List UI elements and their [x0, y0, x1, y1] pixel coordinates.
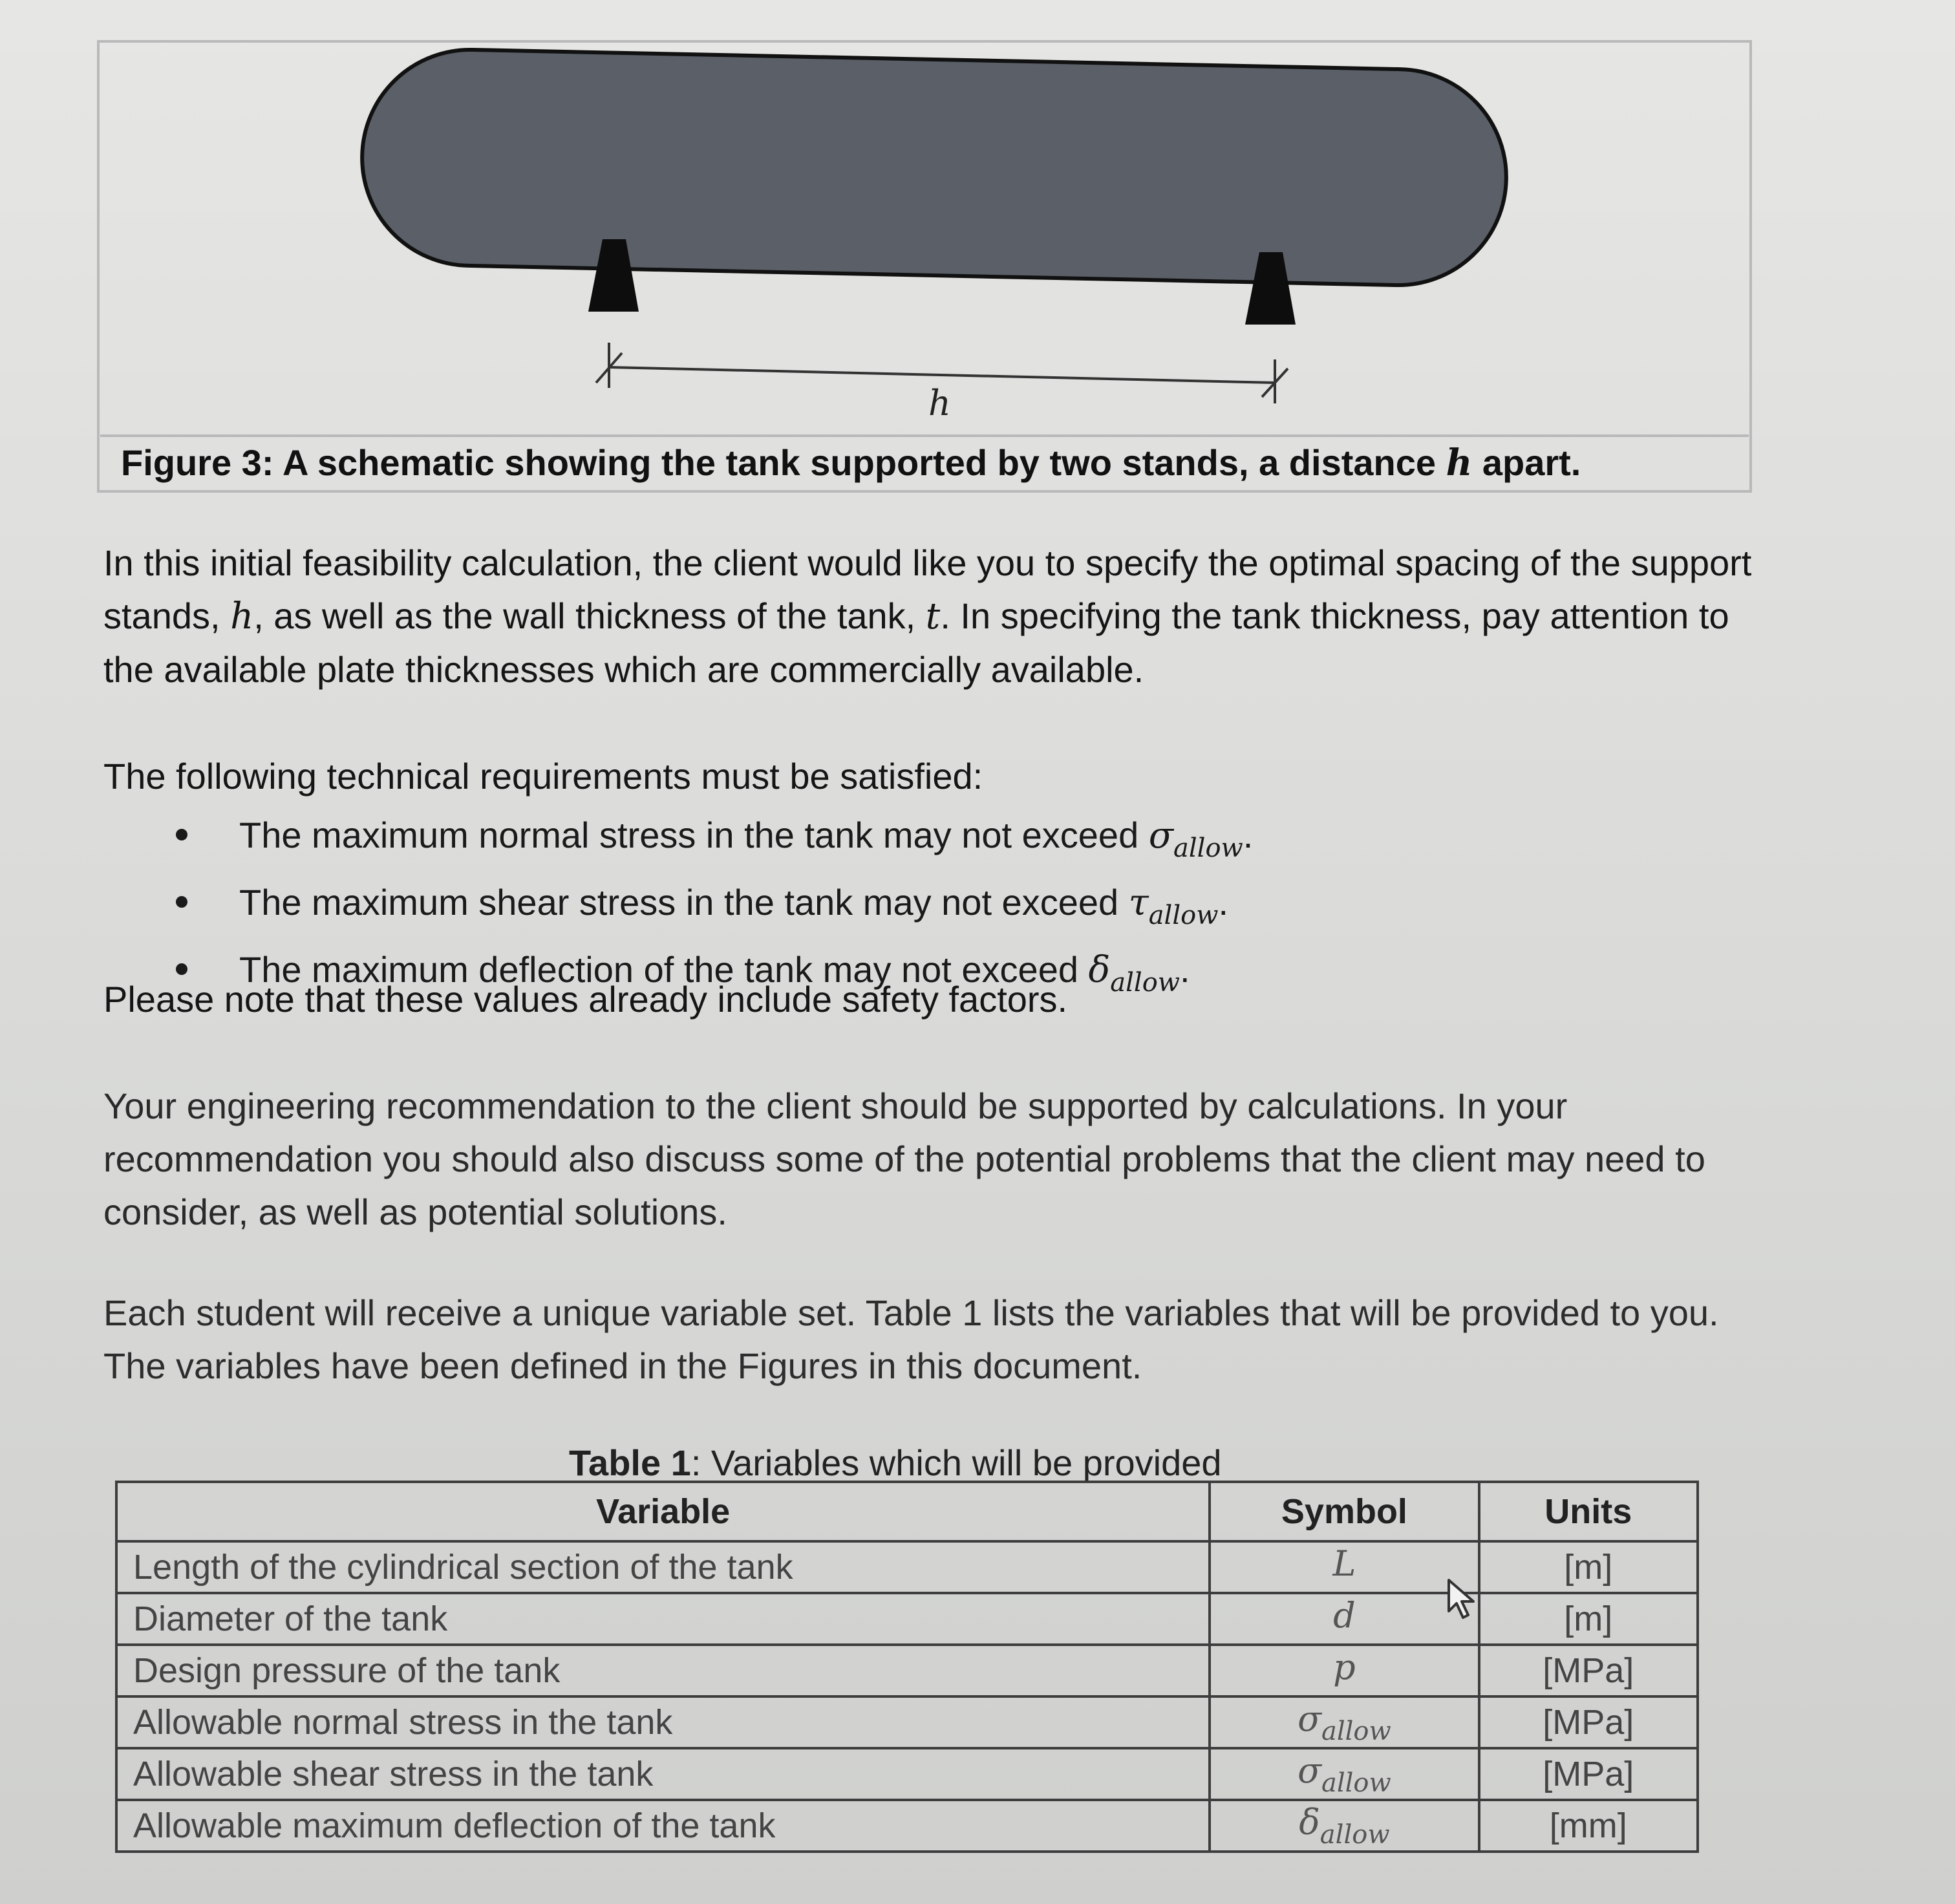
cell-symbol — [1210, 1696, 1479, 1748]
paragraph-safety-note: Please note that these values already include safety factors. — [103, 979, 1068, 1020]
paragraph-variable-set: Each student will receive a unique variable set. Table 1 lists the variables that will be provided to you. The variables have been defined in the Figures in this document. — [103, 1292, 1719, 1386]
requirement-shear-stress — [103, 875, 1758, 943]
table-row — [116, 1696, 1698, 1748]
table-title-text: : Variables which will be provided — [690, 1442, 1222, 1483]
cell-units: [m] — [1479, 1541, 1698, 1593]
figure-caption — [100, 434, 1749, 491]
symbol-main: δ — [1299, 1802, 1320, 1843]
symbol-main: σ — [1298, 1750, 1321, 1791]
p1-text-a: In this initial feasibility calculation, the client would like you to specify the optimal spacing of the support stands, — [103, 542, 1752, 636]
symbol-sub: allow — [1321, 1768, 1391, 1798]
symbol-main: p — [1333, 1647, 1356, 1687]
cell-units: [mm] — [1479, 1800, 1698, 1852]
p1-var-h: h — [230, 595, 254, 637]
paragraph-requirements-intro: The following technical requirements must be satisfied: — [103, 756, 983, 797]
bullet-end: . — [1180, 949, 1190, 990]
cell-variable: Allowable maximum deflection of the tank — [116, 1800, 1210, 1852]
cell-symbol — [1210, 1800, 1479, 1852]
paragraph-recommendation: Your engineering recommendation to the client should be supported by calculations. In your recommendation you should also discuss some of the potential problems that the client may need to consider, as well as potential solutions. — [103, 1086, 1705, 1232]
cell-units: [MPa] — [1479, 1645, 1698, 1696]
p1-text-c: . In specifying the tank thickness, pay attention to the available plate thicknesses which are commercially available. — [103, 595, 1729, 690]
paragraph-feasibility — [103, 537, 1758, 696]
cell-variable: Diameter of the tank — [116, 1593, 1210, 1645]
figure-label: Figure 3 — [121, 442, 262, 483]
symbol-sub: allow — [1321, 1717, 1391, 1746]
cell-symbol — [1210, 1645, 1479, 1696]
variables-table — [115, 1481, 1699, 1853]
bullet-subscript: allow — [1173, 833, 1243, 863]
tank-schematic — [0, 0, 1955, 453]
cell-variable: Allowable shear stress in the tank — [116, 1748, 1210, 1800]
cell-symbol — [1210, 1748, 1479, 1800]
table-row — [116, 1800, 1698, 1852]
bullet-symbol: τ — [1128, 882, 1149, 924]
p1-text-b: , as well as the wall thickness of the tank, — [253, 595, 926, 636]
table-label: Table 1 — [569, 1442, 691, 1483]
bullet-text: The maximum shear stress in the tank may not exceed — [239, 882, 1129, 923]
bullet-subscript: allow — [1110, 968, 1180, 998]
table-row — [116, 1645, 1698, 1696]
cell-symbol — [1210, 1593, 1479, 1645]
cell-units: [MPa] — [1479, 1696, 1698, 1748]
symbol-main: σ — [1298, 1698, 1321, 1739]
header-units: Units — [1479, 1482, 1698, 1541]
dimension-label-h: h — [928, 383, 951, 423]
bullet-end: . — [1243, 815, 1254, 855]
cell-variable: Length of the cylindrical section of the tank — [116, 1541, 1210, 1593]
cell-units: [MPa] — [1479, 1748, 1698, 1800]
requirement-normal-stress — [103, 808, 1758, 875]
symbol-sub: allow — [1319, 1820, 1390, 1850]
caption-text-a: : A schematic showing the tank supported by two stands, a distance — [261, 442, 1446, 483]
p1-var-t: t — [925, 595, 941, 637]
symbol-main: L — [1332, 1543, 1356, 1584]
caption-text-b: apart. — [1472, 442, 1581, 483]
bullet-text: The maximum normal stress in the tank may not exceed — [239, 815, 1149, 855]
table-row — [116, 1748, 1698, 1800]
cell-variable: Allowable normal stress in the tank — [116, 1696, 1210, 1748]
cell-units: [m] — [1479, 1593, 1698, 1645]
header-symbol: Symbol — [1210, 1482, 1479, 1541]
bullet-end: . — [1218, 882, 1229, 923]
bullet-symbol: σ — [1148, 815, 1174, 857]
header-variable: Variable — [116, 1482, 1210, 1541]
cell-symbol — [1210, 1541, 1479, 1593]
cell-variable: Design pressure of the tank — [116, 1645, 1210, 1696]
bullet-text: The maximum deflection of the tank may not exceed — [239, 949, 1089, 990]
mouse-pointer-icon — [1445, 1578, 1484, 1623]
bullet-subscript: allow — [1148, 901, 1219, 930]
tank-body — [360, 48, 1509, 288]
table-header-row — [116, 1482, 1698, 1541]
bullet-symbol: δ — [1088, 949, 1111, 991]
dimension-line — [609, 367, 1275, 383]
caption-var-h: h — [1446, 442, 1473, 484]
table-title — [569, 1442, 1222, 1484]
symbol-main: d — [1333, 1595, 1356, 1636]
